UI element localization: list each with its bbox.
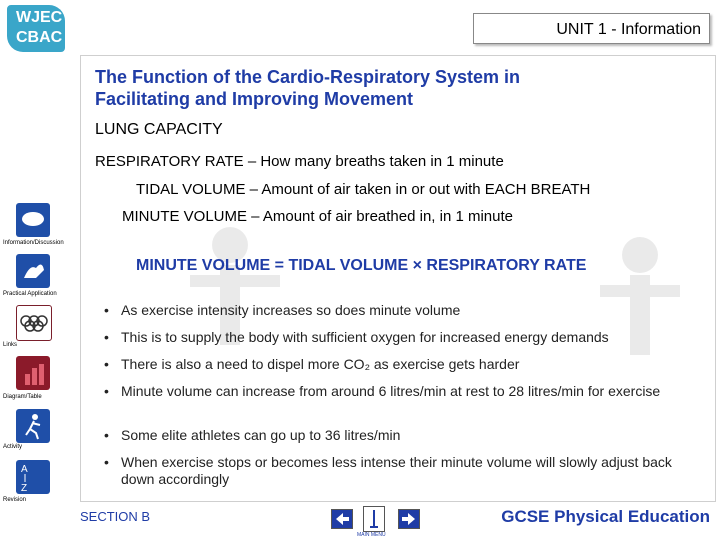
unit-label: UNIT 1 - Information <box>473 13 710 44</box>
logo-text-bottom: CBAC <box>16 29 63 46</box>
next-button[interactable] <box>398 509 420 529</box>
bullet-text: This is to supply the body with sufficient oxygen for increased energy demands <box>121 329 609 345</box>
page-title-line2: Facilitating and Improving Movement <box>95 89 414 109</box>
tidal-volume-definition: TIDAL VOLUME – Amount of air taken in or out with EACH BREATH <box>136 181 591 198</box>
sidebar-label-revision: Revision <box>3 497 27 503</box>
section-label: SECTION B <box>80 509 151 524</box>
page-title <box>95 66 520 110</box>
bullet-text: Minute volume can increase from around 6 litres/min at rest to 28 litres/min for exercise <box>121 383 661 399</box>
list-item: • There is also a need to dispel more CO₂ as exercise gets harder <box>104 356 520 372</box>
sidebar-item-diagram-table[interactable] <box>16 356 50 390</box>
svg-text:A: A <box>21 464 28 475</box>
sidebar-label-information-discussion: Information/Discussion <box>3 240 64 246</box>
lung-capacity-heading: LUNG CAPACITY <box>95 121 223 138</box>
sidebar-label-diagram-table: Diagram/Table <box>3 394 42 400</box>
sidebar-label-practical-application: Practical Application <box>3 291 57 297</box>
wjec-cbac-logo <box>7 5 65 52</box>
main-menu-button[interactable] <box>363 506 385 532</box>
minute-volume-definition: MINUTE VOLUME – Amount of air breathed in, in 1 minute <box>122 208 514 225</box>
sidebar-item-links[interactable] <box>16 305 52 341</box>
bullet-text: When exercise stops or becomes less intense their minute volume will slowly adjust back down accordingly <box>121 454 672 487</box>
runner-icon <box>16 409 50 443</box>
arrow-right-icon <box>399 510 419 528</box>
list-item: • As exercise intensity increases so does minute volume <box>104 302 461 318</box>
course-brand: GCSE Physical Education <box>501 507 710 526</box>
sidebar-item-practical-application[interactable] <box>16 254 50 288</box>
respiratory-rate-definition: RESPIRATORY RATE – How many breaths taken in 1 minute <box>95 153 504 170</box>
arrow-left-icon <box>332 510 352 528</box>
flexed-arm-icon <box>16 254 50 288</box>
sidebar-label-activity: Activity <box>3 444 23 450</box>
bullet-text: Some elite athletes can go up to 36 litres/min <box>121 427 401 443</box>
page-title-line1: The Function of the Cardio-Respiratory System in <box>95 67 521 87</box>
sidebar-item-activity[interactable] <box>16 409 50 443</box>
a-to-z-icon <box>16 460 50 494</box>
logo-text-top: WJEC <box>16 9 63 26</box>
list-item: • Some elite athletes can go up to 36 litres/min <box>104 427 401 443</box>
bar-chart-icon <box>16 356 50 390</box>
minute-volume-formula: MINUTE VOLUME = TIDAL VOLUME × RESPIRATORY RATE <box>136 257 587 274</box>
speech-bubble-icon <box>16 203 50 237</box>
svg-text:Z: Z <box>21 483 28 494</box>
menu-figure-icon <box>364 507 384 531</box>
bullet-text: There is also a need to dispel more CO₂ as exercise gets harder <box>121 356 520 372</box>
sidebar-item-information-discussion[interactable] <box>16 203 50 237</box>
sidebar-item-revision[interactable] <box>16 460 50 494</box>
sidebar-label-links: Links <box>3 342 18 348</box>
main-menu-label: MAIN MENU <box>357 532 386 538</box>
list-item: • Minute volume can increase from around 6 litres/min at rest to 28 litres/min for exercise <box>104 383 661 399</box>
olympic-rings-icon <box>17 306 51 340</box>
list-item: • When exercise stops or becomes less intense their minute volume will slowly adjust back down accordingly <box>104 454 672 487</box>
list-item: • This is to supply the body with sufficient oxygen for increased energy demands <box>104 329 609 345</box>
bullet-text: As exercise intensity increases so does minute volume <box>121 302 461 318</box>
previous-button[interactable] <box>331 509 353 529</box>
